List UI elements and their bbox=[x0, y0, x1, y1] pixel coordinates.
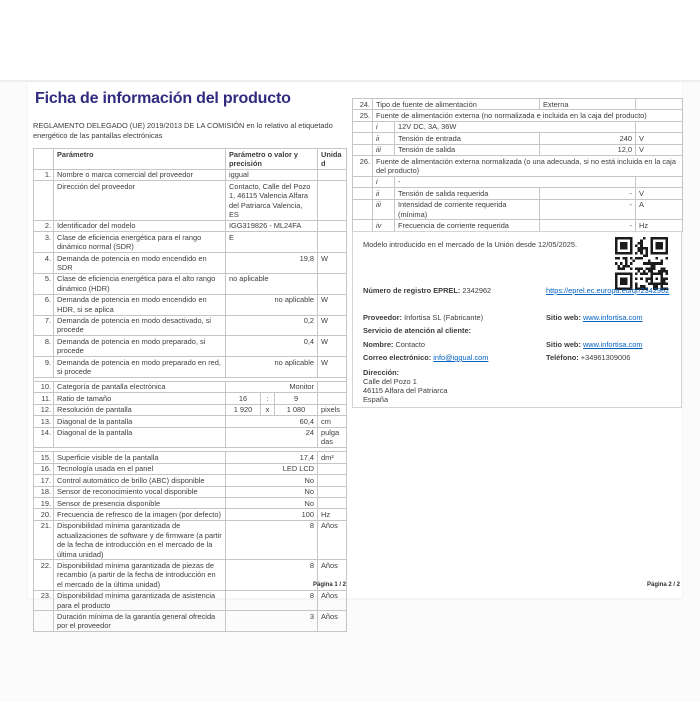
table-row bbox=[34, 315, 347, 336]
param-value: - bbox=[540, 188, 636, 199]
sub-index: iii bbox=[373, 199, 395, 220]
param-value-part: 1 080 bbox=[286, 405, 306, 415]
row-number bbox=[353, 188, 373, 199]
param-label: Nombre o marca comercial del proveedor bbox=[54, 169, 226, 180]
param-label: Clase de eficiencia energética para el rango dinámico normal (SDR) bbox=[54, 232, 226, 253]
sitio-web-label: Sitio web: bbox=[546, 313, 581, 322]
row-number: 9. bbox=[34, 357, 54, 378]
table-row bbox=[34, 381, 347, 392]
param-value: 12,0 bbox=[540, 144, 636, 155]
page-2 bbox=[352, 82, 682, 598]
sitio-web-link-2[interactable]: www.infortisa.com bbox=[582, 340, 643, 349]
row-number: 22. bbox=[34, 560, 54, 590]
param-label: Demanda de potencia en modo preparado, si procede bbox=[54, 336, 226, 357]
row-number: 13. bbox=[34, 416, 54, 427]
param-label: - bbox=[395, 176, 636, 187]
proveedor-label: Proveedor: bbox=[363, 313, 403, 322]
parameters-table bbox=[33, 148, 347, 632]
row-number bbox=[34, 611, 54, 632]
param-value: E bbox=[226, 232, 318, 253]
eprel-number: 2342962 bbox=[462, 286, 492, 295]
param-value: Contacto, Calle del Pozo 1, 46115 Valencia Alfara del Patriarca Valencia, ES bbox=[226, 181, 318, 221]
regulation-subtitle: REGLAMENTO DELEGADO (UE) 2019/2013 DE LA COMISIÓN en lo relativo al etiquetado energético de las pantallas electrónicas bbox=[33, 121, 333, 140]
proveedor-value: Infortisa SL (Fabricante) bbox=[404, 313, 484, 322]
direccion-line: 46115 Alfara del Patriarca bbox=[363, 386, 448, 395]
eprel-registration bbox=[363, 286, 491, 295]
col-header-parametro: Parámetro bbox=[54, 149, 226, 170]
param-unit bbox=[318, 498, 347, 509]
param-value: - bbox=[540, 220, 636, 231]
param-value: No bbox=[226, 498, 318, 509]
param-unit bbox=[318, 273, 347, 294]
param-unit bbox=[636, 99, 683, 110]
param-label: Resolución de pantalla bbox=[54, 404, 226, 415]
row-number bbox=[353, 199, 373, 220]
row-number: 21. bbox=[34, 520, 54, 560]
table-row bbox=[34, 427, 347, 448]
param-unit: V bbox=[636, 144, 683, 155]
direccion-line: Calle del Pozo 1 bbox=[363, 377, 417, 386]
row-number bbox=[353, 176, 373, 187]
col-header-number bbox=[34, 149, 54, 170]
table-row bbox=[34, 611, 347, 632]
table-row bbox=[353, 121, 683, 132]
correo-row bbox=[363, 353, 488, 362]
param-value: Externa bbox=[540, 99, 636, 110]
row-number bbox=[353, 144, 373, 155]
param-value: IGG319826 - ML24FA bbox=[226, 220, 318, 231]
table-row bbox=[34, 463, 347, 474]
param-label: Tipo de fuente de alimentación bbox=[373, 99, 540, 110]
telefono-row bbox=[546, 353, 630, 362]
row-number: 24. bbox=[353, 99, 373, 110]
correo-link[interactable]: info@iggual.com bbox=[433, 353, 489, 362]
sitio-web-row-2 bbox=[546, 340, 643, 349]
param-value: 240 bbox=[540, 133, 636, 144]
nombre-row bbox=[363, 340, 425, 349]
row-number: 14. bbox=[34, 427, 54, 448]
page-1 bbox=[28, 82, 352, 631]
param-value: 8 bbox=[226, 520, 318, 560]
sitio-web-row bbox=[546, 313, 643, 322]
param-label: Demanda de potencia en modo desactivado, si procede bbox=[54, 315, 226, 336]
param-unit bbox=[318, 463, 347, 474]
row-number: 16. bbox=[34, 463, 54, 474]
col-header-valor: Parámetro o valor y precisión bbox=[226, 149, 318, 170]
param-value: Monitor bbox=[226, 381, 318, 392]
param-value: 17,4 bbox=[226, 452, 318, 463]
row-number: 11. bbox=[34, 393, 54, 404]
param-unit: W bbox=[318, 357, 347, 378]
row-number: 4. bbox=[34, 253, 54, 274]
param-label: Ratio de tamaño bbox=[54, 393, 226, 404]
param-unit bbox=[318, 486, 347, 497]
row-number: 19. bbox=[34, 498, 54, 509]
row-number bbox=[353, 121, 373, 132]
eprel-label: Número de registro EPREL: bbox=[363, 286, 461, 295]
param-label: Tensión de salida bbox=[395, 144, 540, 155]
param-value: 8 bbox=[226, 590, 318, 611]
param-unit bbox=[318, 475, 347, 486]
param-unit: W bbox=[318, 294, 347, 315]
table-row bbox=[353, 144, 683, 155]
param-label: Sensor de presencia disponible bbox=[54, 498, 226, 509]
sub-index: i bbox=[373, 121, 395, 132]
table-row bbox=[34, 404, 347, 415]
row-number bbox=[353, 220, 373, 231]
group-label: Fuente de alimentación externa normalizada (o una adecuada, si no está incluida en la caja del producto) bbox=[373, 156, 683, 177]
table-row bbox=[34, 294, 347, 315]
param-label: Sensor de reconocimiento vocal disponible bbox=[54, 486, 226, 497]
param-value bbox=[226, 404, 318, 415]
sub-index: iii bbox=[373, 144, 395, 155]
sub-index: ii bbox=[373, 133, 395, 144]
table-row bbox=[34, 416, 347, 427]
table-row bbox=[34, 169, 347, 180]
param-value: no aplicable bbox=[226, 273, 318, 294]
row-number: 2. bbox=[34, 220, 54, 231]
sub-index: iv bbox=[373, 220, 395, 231]
param-label: Dirección del proveedor bbox=[54, 181, 226, 221]
param-label: Demanda de potencia en modo preparado en red, si procede bbox=[54, 357, 226, 378]
row-number: 25. bbox=[353, 110, 373, 121]
table-row bbox=[353, 99, 683, 110]
table-row bbox=[353, 199, 683, 220]
qr-code-icon bbox=[615, 237, 668, 290]
eprel-link[interactable]: https://eprel.ec.europa.eu/qr/2342962 bbox=[546, 286, 670, 295]
param-value: 0,4 bbox=[226, 336, 318, 357]
table-row bbox=[34, 357, 347, 378]
param-unit: Años bbox=[318, 590, 347, 611]
row-number: 17. bbox=[34, 475, 54, 486]
param-value: no aplicable bbox=[226, 294, 318, 315]
page1-footer: Página 1 / 2 bbox=[312, 582, 346, 588]
param-value bbox=[226, 393, 318, 404]
telefono-label: Teléfono: bbox=[546, 353, 579, 362]
param-unit: Años bbox=[318, 611, 347, 632]
param-unit: W bbox=[318, 253, 347, 274]
param-value: 8 bbox=[226, 560, 318, 590]
table-row bbox=[34, 253, 347, 274]
param-value: 100 bbox=[226, 509, 318, 520]
table-row bbox=[34, 509, 347, 520]
row-number: 20. bbox=[34, 509, 54, 520]
param-unit bbox=[318, 393, 347, 404]
telefono-value: +34961309006 bbox=[580, 353, 631, 362]
table-row bbox=[34, 590, 347, 611]
param-label: Disponibilidad mínima garantizada de piezas de recambio (a partir de la fecha de introducción en el mercado de la última unidad) bbox=[54, 560, 226, 590]
param-label: Tensión de entrada bbox=[395, 133, 540, 144]
param-unit bbox=[318, 169, 347, 180]
row-number: 12. bbox=[34, 404, 54, 415]
param-value: 3 bbox=[226, 611, 318, 632]
direccion-block bbox=[363, 368, 448, 404]
table-row bbox=[353, 176, 683, 187]
row-number: 10. bbox=[34, 381, 54, 392]
row-number: 15. bbox=[34, 452, 54, 463]
table-row bbox=[34, 498, 347, 509]
row-number: 5. bbox=[34, 273, 54, 294]
row-number bbox=[353, 133, 373, 144]
param-label: Frecuencia de refresco de la imagen (por defecto) bbox=[54, 509, 226, 520]
table-row bbox=[34, 393, 347, 404]
group-label: Fuente de alimentación externa (no normalizada e incluida en la caja del producto) bbox=[373, 110, 683, 121]
direccion-lines bbox=[363, 377, 448, 404]
param-label: Disponibilidad mínima garantizada de asistencia para el producto bbox=[54, 590, 226, 611]
param-unit: cm bbox=[318, 416, 347, 427]
param-unit: Años bbox=[318, 520, 347, 560]
power-supply-table bbox=[352, 98, 683, 232]
page-title: Ficha de información del producto bbox=[35, 90, 291, 107]
param-unit: pulgadas bbox=[318, 427, 347, 448]
param-label: Frecuencia de corriente requerida bbox=[395, 220, 540, 231]
table-row bbox=[34, 452, 347, 463]
param-label: Diagonal de la pantalla bbox=[54, 416, 226, 427]
product-fiche-sheet bbox=[28, 82, 682, 631]
param-label: Diagonal de la pantalla bbox=[54, 427, 226, 448]
direccion-line: España bbox=[363, 395, 389, 404]
param-value: - bbox=[540, 199, 636, 220]
servicio-heading: Servicio de atención al cliente: bbox=[363, 326, 472, 335]
param-unit: Años bbox=[318, 560, 347, 590]
param-unit bbox=[318, 381, 347, 392]
param-value-part: 16 bbox=[226, 393, 261, 403]
param-unit bbox=[318, 181, 347, 221]
param-unit: Hz bbox=[636, 220, 683, 231]
table-row bbox=[353, 220, 683, 231]
table-header-row bbox=[34, 149, 347, 170]
table-row bbox=[34, 475, 347, 486]
param-value: 0,2 bbox=[226, 315, 318, 336]
param-value: LED LCD bbox=[226, 463, 318, 474]
row-number: 18. bbox=[34, 486, 54, 497]
param-label: Duración mínima de la garantía general ofrecida por el proveedor bbox=[54, 611, 226, 632]
param-unit: W bbox=[318, 315, 347, 336]
param-value-part: : bbox=[261, 393, 275, 403]
param-unit bbox=[636, 121, 683, 132]
table-row bbox=[34, 273, 347, 294]
param-value-part: 9 bbox=[293, 393, 299, 403]
param-value: no aplicable bbox=[226, 357, 318, 378]
table-row bbox=[34, 336, 347, 357]
table-row bbox=[353, 110, 683, 121]
table-row bbox=[34, 520, 347, 560]
param-label: Intensidad de corriente requerida (mínima) bbox=[395, 199, 540, 220]
param-label: Clase de eficiencia energética para el alto rango dinámico (HDR) bbox=[54, 273, 226, 294]
table-row bbox=[34, 181, 347, 221]
param-label: Disponibilidad mínima garantizada de actualizaciones de software y de firmware (a partir de la fecha de introducción en el mercado de la última unidad) bbox=[54, 520, 226, 560]
proveedor-row bbox=[363, 313, 483, 322]
param-value: 19,8 bbox=[226, 253, 318, 274]
market-introduction-text: Modelo introducido en el mercado de la Unión desde 12/05/2025. bbox=[363, 240, 578, 249]
direccion-label: Dirección: bbox=[363, 368, 400, 377]
param-label: 12V DC, 3A, 36W bbox=[395, 121, 636, 132]
table-row bbox=[34, 232, 347, 253]
param-label: Demanda de potencia en modo encendido en HDR, si se aplica bbox=[54, 294, 226, 315]
row-number: 1. bbox=[34, 169, 54, 180]
table-row bbox=[353, 188, 683, 199]
param-label: Identificador del modelo bbox=[54, 220, 226, 231]
table-row bbox=[353, 156, 683, 177]
nombre-label: Nombre: bbox=[363, 340, 394, 349]
sitio-web-label-2: Sitio web: bbox=[546, 340, 581, 349]
sub-index: i bbox=[373, 176, 395, 187]
table-row bbox=[34, 486, 347, 497]
param-unit: W bbox=[318, 336, 347, 357]
row-number bbox=[34, 181, 54, 221]
row-number: 7. bbox=[34, 315, 54, 336]
param-label: Superficie visible de la pantalla bbox=[54, 452, 226, 463]
row-number: 3. bbox=[34, 232, 54, 253]
sitio-web-link[interactable]: www.infortisa.com bbox=[582, 313, 643, 322]
param-label: Tecnología usada en el panel bbox=[54, 463, 226, 474]
param-label: Control automático de brillo (ABC) disponible bbox=[54, 475, 226, 486]
param-label: Tensión de salida requerida bbox=[395, 188, 540, 199]
row-number: 26. bbox=[353, 156, 373, 177]
correo-label: Correo electrónico: bbox=[363, 353, 432, 362]
sub-index: ii bbox=[373, 188, 395, 199]
param-unit: pixels bbox=[318, 404, 347, 415]
param-value: iggual bbox=[226, 169, 318, 180]
param-label: Demanda de potencia en modo encendido en SDR bbox=[54, 253, 226, 274]
nombre-value: Contacto bbox=[395, 340, 426, 349]
param-unit bbox=[318, 220, 347, 231]
param-unit bbox=[318, 232, 347, 253]
param-value-part: x bbox=[261, 405, 275, 415]
param-label: Categoría de pantalla electrónica bbox=[54, 381, 226, 392]
row-number: 6. bbox=[34, 294, 54, 315]
param-unit bbox=[636, 176, 683, 187]
param-unit: dm² bbox=[318, 452, 347, 463]
table-row bbox=[34, 220, 347, 231]
param-value: 60,4 bbox=[226, 416, 318, 427]
param-value: No bbox=[226, 486, 318, 497]
param-unit: Hz bbox=[318, 509, 347, 520]
row-number: 23. bbox=[34, 590, 54, 611]
param-unit: A bbox=[636, 199, 683, 220]
col-header-unidad: Unidad bbox=[318, 149, 347, 170]
table-row bbox=[353, 133, 683, 144]
row-number: 8. bbox=[34, 336, 54, 357]
param-value: No bbox=[226, 475, 318, 486]
registration-info-box bbox=[352, 231, 682, 408]
param-unit: V bbox=[636, 188, 683, 199]
param-value-part: 1 920 bbox=[226, 405, 261, 415]
param-value: 24 bbox=[226, 427, 318, 448]
param-unit: V bbox=[636, 133, 683, 144]
page2-footer: Página 2 / 2 bbox=[646, 582, 680, 588]
